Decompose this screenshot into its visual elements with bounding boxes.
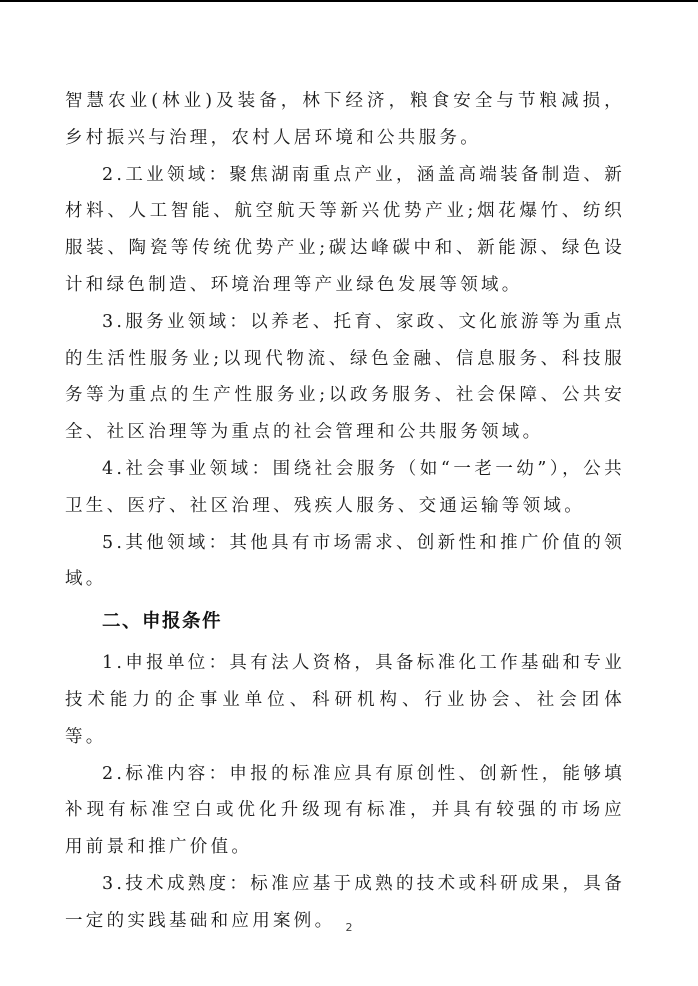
page-top-border — [0, 0, 698, 2]
paragraph-service-field: 3.服务业领域：以养老、托育、家政、文化旅游等为重点的生活性服务业;以现代物流、绿色金融、信息服务、科技服务等为重点的生产性服务业;以政务服务、社会保障、公共安全、社区治理等为重点的社会管理和公共服务领域。 — [65, 311, 625, 443]
paragraph-social-field: 4.社会事业领域：围绕社会服务（如“一老一幼”），公共卫生、医疗、社区治理、残疾人服务、交通运输等领域。 — [65, 458, 625, 516]
section-heading-application-conditions: 二、申报条件 — [102, 611, 223, 633]
paragraph-agriculture-continued: 智慧农业(林业)及装备，林下经济，粮食安全与节粮减损，乡村振兴与治理，农村人居环境和公共服务。 — [65, 91, 625, 148]
paragraph-other-field: 5.其他领域：其他具有市场需求、创新性和推广价值的领域。 — [65, 532, 625, 590]
paragraph-industry-field: 2.工业领域：聚焦湖南重点产业，涵盖高端装备制造、新材料、人工智能、航空航天等新兴优势产业;烟花爆竹、纺织服装、陶瓷等传统优势产业;碳达峰碳中和、新能源、绿色设计和绿色制造、环境治理等产业绿色发展等领域。 — [65, 164, 625, 295]
page-number: 2 — [345, 921, 353, 934]
paragraph-technical-maturity: 3.技术成熟度：标准应基于成熟的技术或科研成果，具备一定的实践基础和应用案例。 — [65, 873, 625, 931]
document-page — [65, 83, 625, 940]
paragraph-applicant-unit: 1.申报单位：具有法人资格，具备标准化工作基础和专业技术能力的企事业单位、科研机构、行业协会、社会团体等。 — [65, 653, 625, 747]
paragraph-standard-content: 2.标准内容：申报的标准应具有原创性、创新性，能够填补现有标准空白或优化升级现有标准，并具有较强的市场应用前景和推广价值。 — [65, 763, 625, 858]
